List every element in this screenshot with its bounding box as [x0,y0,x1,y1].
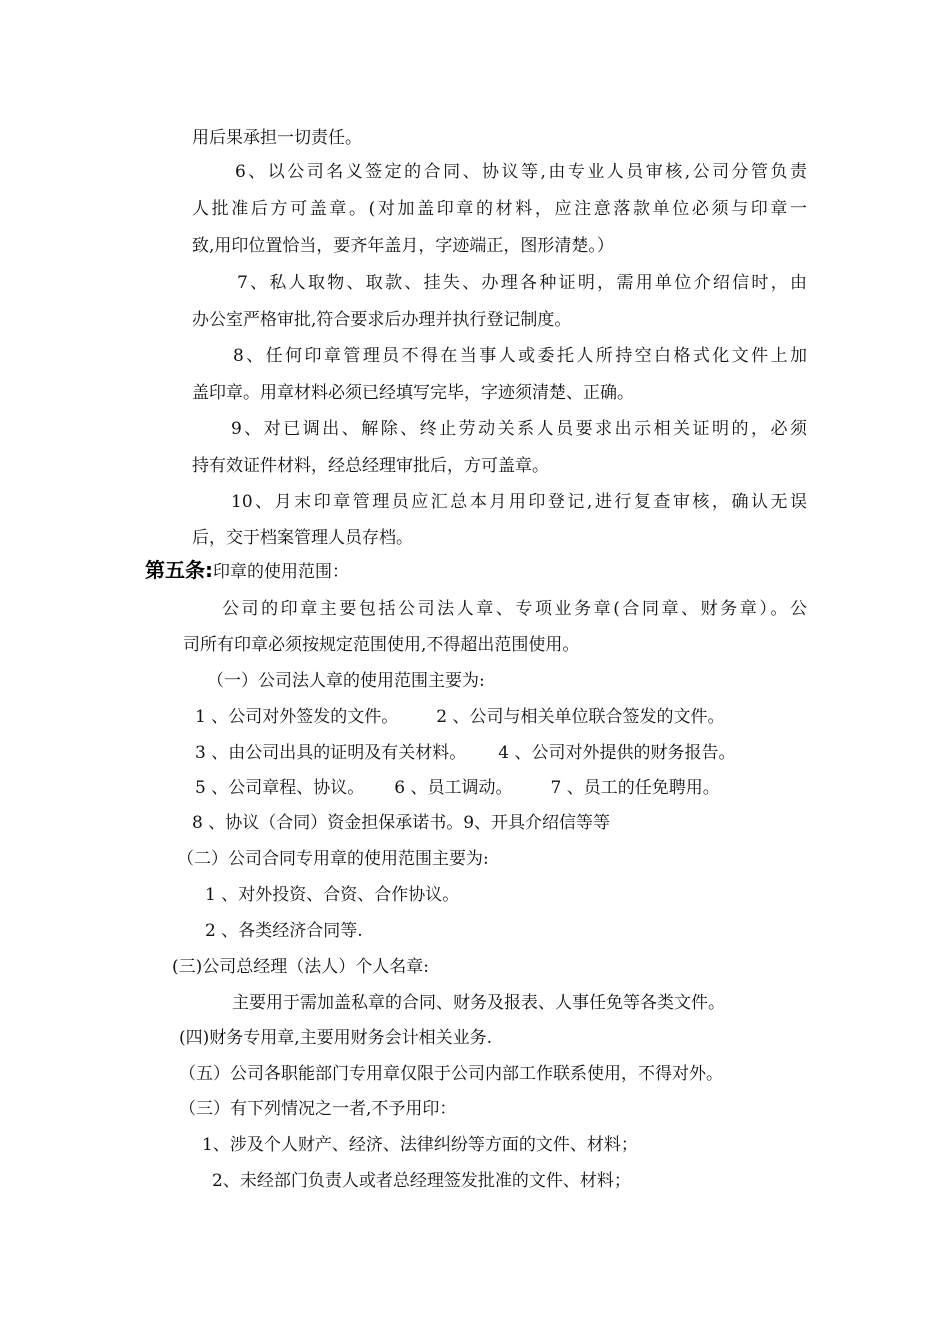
list-item: 8 、协议（合同）资金担保承诺书。9、开具介绍信等等 [192,813,611,833]
clause-6-line-2: 人批准后方可盖章。(对加盖印章的材料，应注意落款单位必须与印章一 [192,199,807,219]
clause-8-line-2: 盖印章。用章材料必须已经填写完毕，字迹须清楚、正确。 [192,383,634,403]
article-5-heading-text: 印章的使用范围： [213,562,349,582]
list-item: 4 、公司对外提供的财务报告。 [498,743,736,763]
clause-9-line-1: 9、对已调出、解除、终止劳动关系人员要求出示相关证明的，必须 [231,419,807,439]
list-item: 7 、员工的任免聘用。 [550,778,720,798]
section-1-row-1 [195,706,724,728]
article-5-intro-line-1: 公司的印章主要包括公司法人章、专项业务章(合同章、财务章）。公 [222,599,807,619]
clause-10-line-1: 10、月末印章管理员应汇总本月用印登记,进行复查审核，确认无误 [231,492,807,512]
clause-9-line-2: 持有效证件材料，经总经理审批后，方可盖章。 [192,456,549,476]
section-3-title: (三)公司总经理（法人）个人名章: [172,957,429,977]
list-item: 2、未经部门负责人或者总经理签发批准的文件、材料； [212,1171,631,1191]
clause-10-line-2: 后，交于档案管理人员存档。 [192,528,413,548]
list-item: 2 、公司与相关单位联合签发的文件。 [436,707,725,727]
article-5-heading-line [145,559,349,583]
text-line: 用后果承担一切责任。 [192,128,362,148]
section-1-title: （一）公司法人章的使用范围主要为: [207,671,485,691]
section-1-row-3 [195,777,720,799]
list-item: 1 、对外投资、合资、合作协议。 [205,885,460,905]
clause-6-line-1: 6、以公司名义签定的合同、协议等,由专业人员审核,公司分管负责 [235,162,807,182]
section-2-title: （二）公司合同专用章的使用范围主要为: [177,849,489,869]
list-item: 3 、由公司出具的证明及有关材料。 [195,743,467,763]
list-item: 1 、公司对外签发的文件。 [195,707,399,727]
article-5-intro-line-2: 司所有印章必须按规定范围使用,不得超出范围使用。 [183,635,580,655]
section-4-text: (四)财务专用章,主要用财务会计相关业务. [179,1028,493,1048]
section-6-title: （三）有下列情况之一者,不予用印： [179,1099,457,1119]
list-item: 1、涉及个人财产、经济、法律纠纷等方面的文件、材料； [202,1135,638,1155]
list-item: 5 、公司章程、协议。 [195,778,365,798]
clause-8-line-1: 8、任何印章管理员不得在当事人或委托人所持空白格式化文件上加 [233,346,807,366]
clause-7-line-2: 办公室严格审批,符合要求后办理并执行登记制度。 [192,310,572,330]
list-item: 6 、员工调动。 [394,778,513,798]
article-5-heading: 第五条: [145,558,213,582]
section-5-text: （五）公司各职能部门专用章仅限于公司内部工作联系使用，不得对外。 [179,1064,723,1084]
section-1-row-2 [195,742,735,764]
clause-6-line-3: 致,用印位置恰当，要齐年盖月，字迹端正，图形清楚。） [192,236,614,256]
list-item: 2 、各类经济合同等. [205,921,363,941]
section-3-text: 主要用于需加盖私章的合同、财务及报表、人事任免等各类文件。 [232,993,725,1013]
clause-7-line-1: 7、私人取物、取款、挂失、办理各种证明，需用单位介绍信时，由 [237,273,807,293]
